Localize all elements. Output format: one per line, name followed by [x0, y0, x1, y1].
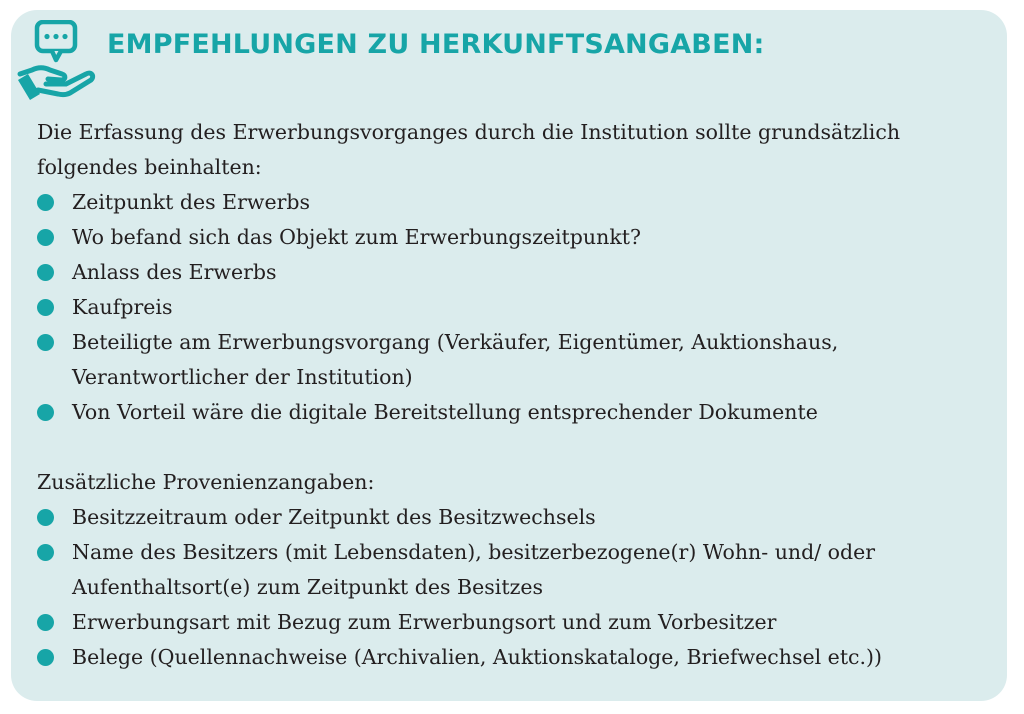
list-item: Beteiligte am Erwerbungsvorgang (Verkäufer, Eigentümer, Auktionshaus, Verantwortlicher der Institution)	[37, 325, 992, 395]
bullet-icon	[37, 404, 54, 421]
list-item: Name des Besitzers (mit Lebensdaten), besitzerbezogene(r) Wohn- und/ oder Aufenthaltsort(e) zum Zeitpunkt des Besitzes	[37, 535, 992, 605]
bullet-icon	[37, 264, 54, 281]
bullet-icon	[37, 509, 54, 526]
list-item: Erwerbungsart mit Bezug zum Erwerbungsort und zum Vorbesitzer	[37, 605, 992, 640]
list-item: Kaufpreis	[37, 290, 992, 325]
bullet-icon	[37, 614, 54, 631]
list-item: Wo befand sich das Objekt zum Erwerbungszeitpunkt?	[37, 220, 992, 255]
list-item: Zeitpunkt des Erwerbs	[37, 185, 992, 220]
list-item: Von Vorteil wäre die digitale Bereitstellung entsprechender Dokumente	[37, 395, 992, 430]
list-item: Besitzzeitraum oder Zeitpunkt des Besitzwechsels	[37, 500, 992, 535]
content	[37, 115, 992, 675]
intro-paragraph: Die Erfassung des Erwerbungsvorganges durch die Institution sollte grundsätzlich folgendes beinhalten:	[37, 120, 901, 179]
bullet-icon	[37, 194, 54, 211]
bullet-icon	[37, 229, 54, 246]
provenance-list	[37, 500, 992, 675]
bullet-icon	[37, 544, 54, 561]
bullet-icon	[37, 649, 54, 666]
list-item: Anlass des Erwerbs	[37, 255, 992, 290]
acquisition-list	[37, 185, 992, 430]
bullet-icon	[37, 334, 54, 351]
list-item: Belege (Quellennachweise (Archivalien, Auktionskataloge, Briefwechsel etc.))	[37, 640, 992, 675]
bullet-icon	[37, 299, 54, 316]
hand-with-speech-bubble-icon	[16, 20, 98, 102]
page-title: EMPFEHLUNGEN ZU HERKUNFTSANGABEN:	[107, 29, 765, 60]
provenance-intro: Zusätzliche Provenienzangaben:	[37, 470, 375, 494]
